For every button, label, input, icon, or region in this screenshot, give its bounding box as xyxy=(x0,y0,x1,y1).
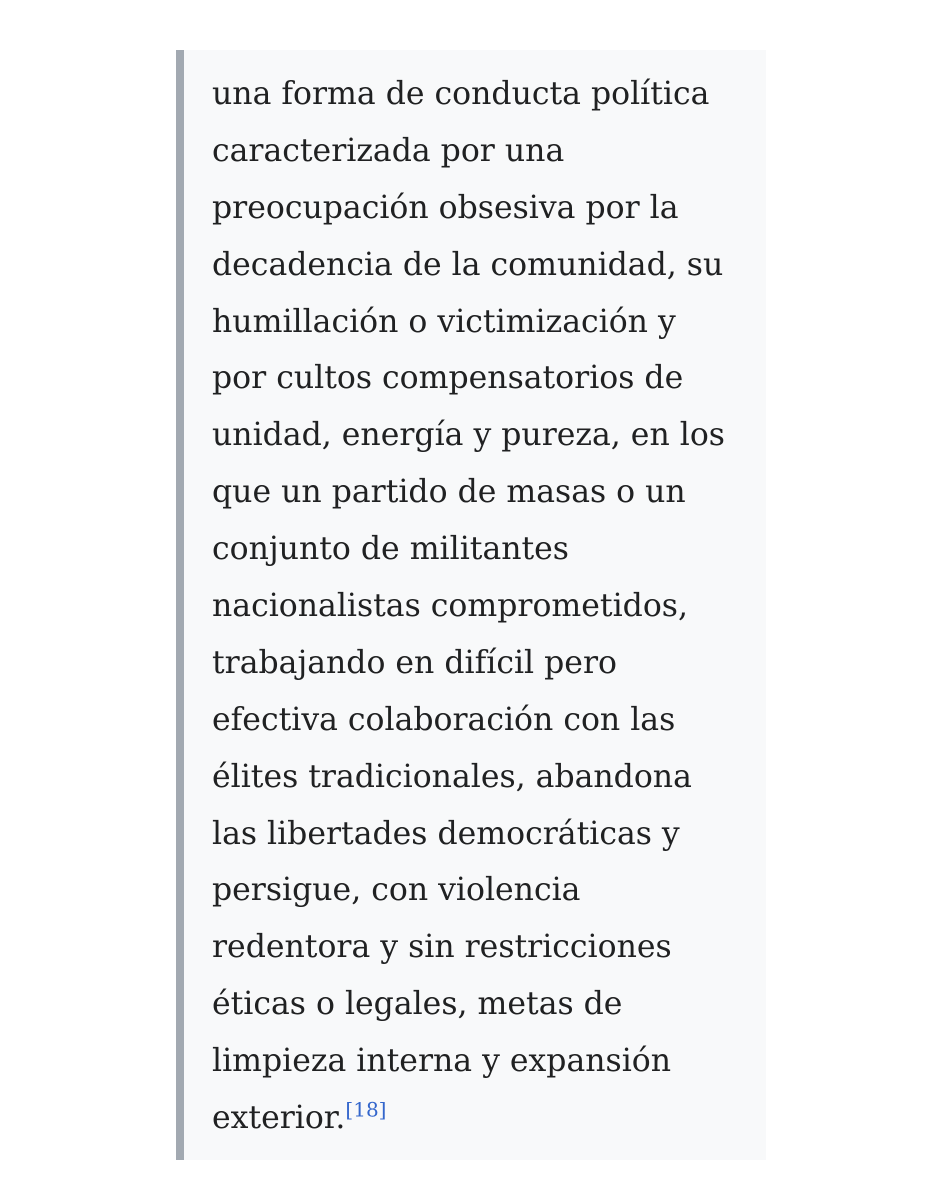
quote-line: redentora y sin restricciones xyxy=(212,929,672,966)
quote-line: preocupación obsesiva por la xyxy=(212,189,679,226)
quote-line: que un partido de masas o un xyxy=(212,474,686,511)
quote-line: las libertades democráticas y xyxy=(212,815,680,852)
quote-line: nacionalistas comprometidos, xyxy=(212,588,688,625)
quote-line: trabajando en difícil pero xyxy=(212,644,617,681)
quote-line: decadencia de la comunidad, su xyxy=(212,246,724,283)
quote-line: humillación o victimización y xyxy=(212,303,676,340)
quote-line-last-text: exterior. xyxy=(212,1100,346,1137)
quote-line: una forma de conducta política xyxy=(212,76,710,112)
quote-line: caracterizada por una xyxy=(212,132,565,169)
quote-line-last xyxy=(212,1090,752,1147)
quote-line: élites tradicionales, abandona xyxy=(212,758,692,795)
quote-line: unidad, energía y pureza, en los xyxy=(212,417,725,454)
blockquote xyxy=(176,50,766,1160)
reference-link[interactable]: [18] xyxy=(345,1097,387,1122)
quote-line: conjunto de militantes xyxy=(212,531,569,568)
quote-line: efectiva colaboración con las xyxy=(212,701,676,738)
quote-line: por cultos compensatorios de xyxy=(212,360,684,397)
quote-line: limpieza interna y expansión xyxy=(212,1043,672,1080)
blockquote-border xyxy=(176,50,184,1160)
quote-line: persigue, con violencia xyxy=(212,872,581,909)
quote-line: éticas o legales, metas de xyxy=(212,986,623,1023)
quote-text xyxy=(212,66,752,1147)
